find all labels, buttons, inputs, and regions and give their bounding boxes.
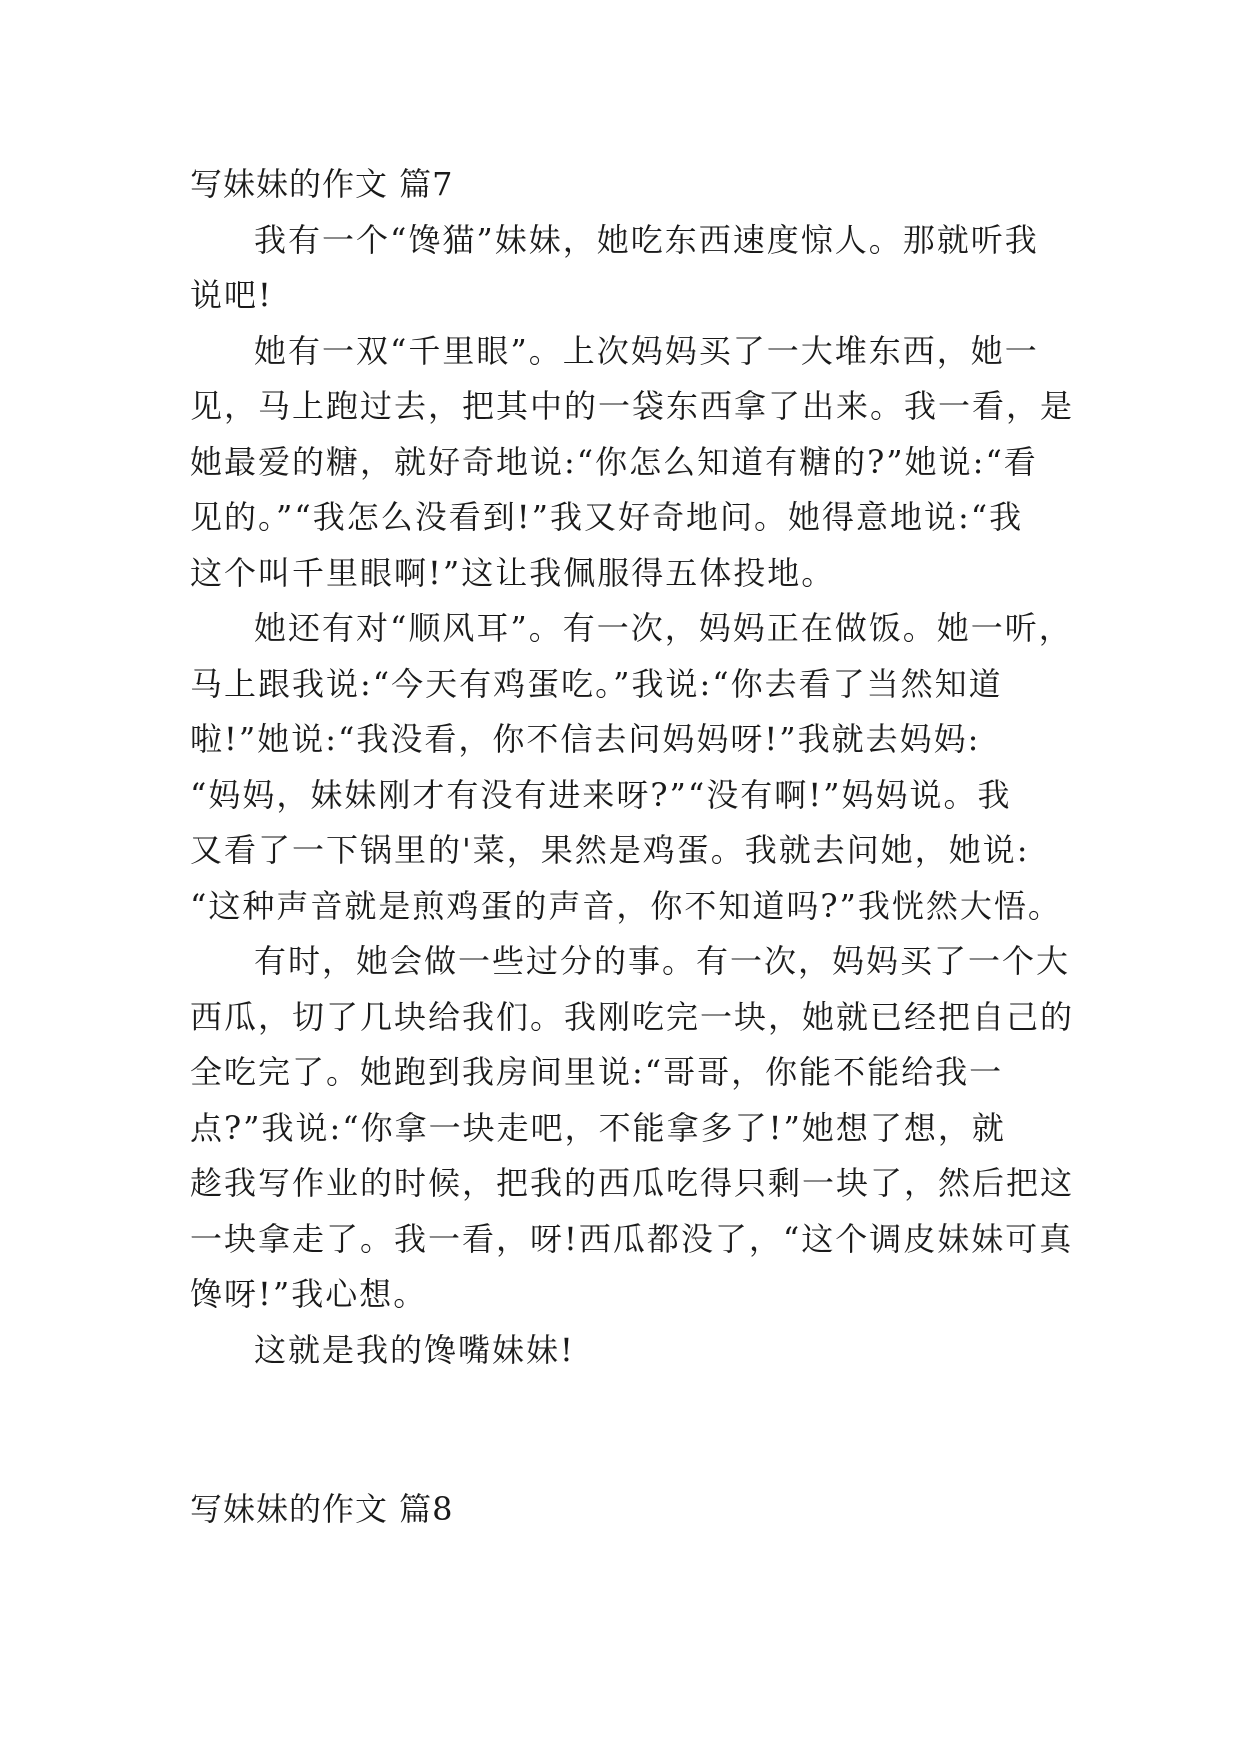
paragraph-line: 这就是我的馋嘴妹妹! xyxy=(254,1331,575,1369)
paragraph-line: “这种声音就是煎鸡蛋的声音，你不知道吗?”我恍然大悟。 xyxy=(190,887,1062,925)
paragraph-line: 她最爱的糖，就好奇地说:“你怎么知道有糖的?”她说:“看 xyxy=(190,443,1038,481)
section-heading: 写妹妹的作文 篇7 xyxy=(190,165,454,203)
paragraph-line: 一块拿走了。我一看，呀!西瓜都没了，“这个调皮妹妹可真 xyxy=(190,1220,1074,1258)
paragraph-line: 啦!”她说:“我没看，你不信去问妈妈呀!”我就去妈妈: xyxy=(190,720,981,758)
paragraph-line: 又看了一下锅里的'菜，果然是鸡蛋。我就去问她，她说: xyxy=(190,831,1030,869)
paragraph-line: 点?”我说:“你拿一块走吧，不能拿多了!”她想了想，就 xyxy=(190,1109,1006,1147)
paragraph-line: 她有一双“千里眼”。上次妈妈买了一大堆东西，她一 xyxy=(254,332,1039,370)
paragraph-line: 这个叫千里眼啊!”这让我佩服得五体投地。 xyxy=(190,554,836,592)
paragraph-line: 全吃完了。她跑到我房间里说:“哥哥，你能不能给我一 xyxy=(190,1053,1004,1091)
paragraph-line: 见，马上跑过去，把其中的一袋东西拿了出来。我一看，是 xyxy=(190,387,1075,425)
paragraph-line: “妈妈，妹妹刚才有没有进来呀?”“没有啊!”妈妈说。我 xyxy=(190,776,1012,814)
paragraph-line: 西瓜，切了几块给我们。我刚吃完一块，她就已经把自己的 xyxy=(190,998,1075,1036)
paragraph-line: 我有一个“馋猫”妹妹，她吃东西速度惊人。那就听我 xyxy=(254,221,1039,259)
paragraph-line: 马上跟我说:“今天有鸡蛋吃。”我说:“你去看了当然知道 xyxy=(190,665,1003,703)
paragraph-line: 有时，她会做一些过分的事。有一次，妈妈买了一个大 xyxy=(254,942,1071,980)
paragraph-line: 趁我写作业的时候，把我的西瓜吃得只剩一块了，然后把这 xyxy=(190,1164,1075,1202)
paragraph-line: 馋呀!”我心想。 xyxy=(190,1275,428,1313)
paragraph-line: 说吧! xyxy=(190,276,273,314)
paragraph-line: 她还有对“顺风耳”。有一次，妈妈正在做饭。她一听， xyxy=(254,609,1073,647)
section-heading: 写妹妹的作文 篇8 xyxy=(190,1490,454,1528)
paragraph-line: 见的。”“我怎么没看到!”我又好奇地问。她得意地说:“我 xyxy=(190,498,1024,536)
